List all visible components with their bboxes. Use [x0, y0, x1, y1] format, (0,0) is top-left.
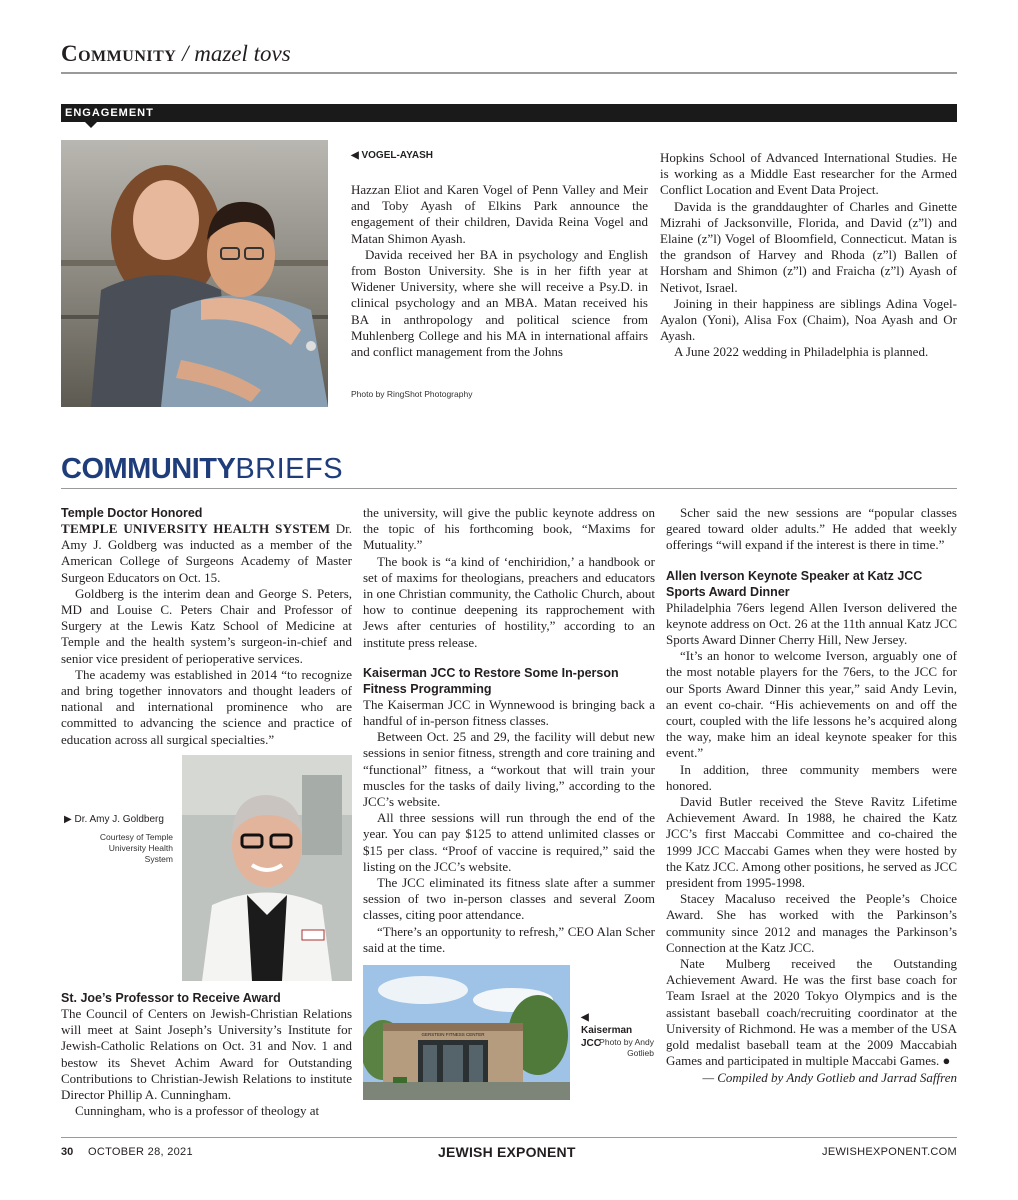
iverson-paragraph: In addition, three community members were honored. [666, 761, 957, 793]
header-separator: / [182, 41, 189, 66]
subsection-name: mazel tovs [194, 41, 291, 66]
kaiserman-sign: GERSTEIN FITNESS CENTER [421, 1032, 485, 1037]
goldberg-photo-credit: Courtesy of Temple University Health System [99, 832, 173, 864]
engagement-paragraph: A June 2022 wedding in Philadelphia is planned. [674, 344, 929, 360]
publication-url[interactable]: JEWISHEXPONENT.COM [822, 1146, 957, 1158]
section-header [61, 36, 291, 72]
stjoe-heading: St. Joe’s Professor to Receive Award [61, 991, 281, 1005]
iverson-paragraph: David Butler received the Steve Ravitz Lifetime Achievement Award. In 1988, he chaired the Katz JCC’s first Maccabi Committee and co-chaired the 1999 JCC Maccabi Games when they were hosted by the Katz JCC. Among other positions, he served as JCC president from 1995-1998. [666, 794, 957, 891]
temple-heading: Temple Doctor Honored [61, 506, 203, 520]
publication-name: JEWISH EXPONENT [438, 1144, 576, 1160]
engagement-photo [61, 140, 328, 407]
kaiserman-photo [363, 965, 570, 1100]
briefs-title-light: BRIEFS [235, 453, 344, 485]
iverson-paragraph: Stacey Macaluso received the People’s Choice Award. She has worked with the Parkinson’s community since 2012 and manages the Parkinson’s Connection at the Katz JCC. [666, 891, 957, 955]
section-name: Community [61, 41, 177, 66]
header-rule [61, 72, 957, 74]
stjoe-story [61, 990, 352, 1119]
kaiserman-photo-tag: ◀ Kaiserman JCC [581, 1012, 633, 1049]
engagement-paragraph: Hopkins School of Advanced International Studies. He is working as a Middle East researcher for the Armed Conflict Location and Event Data Project. [660, 150, 957, 198]
engagement-paragraph: Davida is the granddaughter of Charles and Ginette Mizrahi of Jacksonville, Florida, and David (z”l) and Elaine (z”l) Vogel of Bloomfield, Connecticut. Matan is the grandson of Harvey and Rhoda (z”l) Ballen of Horsham and Shimon (z”l) and Fraicha (z”l) Ayash of Netivot, Israel. [660, 198, 957, 295]
temple-lead-text: Dr. Amy J. Goldberg was inducted as a member of the American College of Surgeons Academy of Master Surgeon Educators on Oct. 15. [61, 521, 353, 585]
engagement-paragraph: Davida received her BA in psychology and English from Boston University. She is in her fifth year at Widener University, where she will receive a Psy.D. in clinical psychology and an MBA. Matan received his BA in anthropology and political science from Muhlenberg College and his MA in international affairs and conflict management from the Johns [351, 246, 648, 360]
iverson-signoff: — Compiled by Andy Gotlieb and Jarrad Saffren [702, 1069, 957, 1085]
engagement-bar [61, 104, 957, 122]
iverson-heading: Allen Iverson Keynote Speaker at Katz JCC Sports Award Dinner [666, 568, 923, 599]
briefs-rule [61, 488, 957, 489]
issue-date: OCTOBER 28, 2021 [88, 1146, 193, 1158]
stjoe-paragraph: The Council of Centers on Jewish-Christian Relations will meet at Saint Joseph’s University’s Institute for Jewish-Catholic Relations on Oct. 31 and Nov. 1 and bestow its Shevet Achim Award for Outstanding Contributions to Christian-Jewish Relations to institute Director Phillip A. Cunningham. [61, 1006, 352, 1103]
kaiserman-paragraph: “There’s an opportunity to refresh,” CEO Alan Scher said at the time. [363, 923, 655, 955]
kaiserman-paragraph: Between Oct. 25 and 29, the facility will debut new sessions in senior fitness, strength and core training and “functional” fitness, a “workout that will train your muscles for the tasks of daily living,” according to the JCC’s website. [363, 729, 655, 810]
temple-paragraph: The academy was established in 2014 “to recognize and bring together innovators and thought leaders of national and international prominence who are committed to advancing the science and practice of education across all surgical specialties.” [61, 666, 352, 747]
engagement-photo-tag: ◀ VOGEL-AYASH [351, 150, 433, 161]
engagement-column-1 [351, 182, 648, 360]
temple-story [61, 505, 352, 748]
engagement-paragraph: Joining in their happiness are siblings Adina Vogel-Ayalon (Yoni), Alisa Fox (Chaim), Noa Ayash and Or Ayash. [660, 295, 957, 344]
kaiserman-photo-credit: Photo by Andy Gotlieb [599, 1037, 654, 1058]
engagement-bar-notch [84, 121, 98, 128]
engagement-photo-credit: Photo by RingShot Photography [351, 389, 473, 399]
stjoe-paragraph: Cunningham, who is a professor of theology at [75, 1103, 320, 1119]
engagement-column-2 [660, 150, 957, 361]
column-3 [666, 505, 957, 1086]
engagement-paragraph: Hazzan Eliot and Karen Vogel of Penn Valley and Meir and Toby Ayash of Elkins Park announce the engagement of their children, Davida Reina Vogel and Matan Shimon Ayash. [351, 182, 648, 246]
goldberg-photo-tag: ▶ Dr. Amy J. Goldberg [64, 814, 164, 825]
kaiserman-heading: Kaiserman JCC to Restore Some In-person Fitness Programming [363, 665, 619, 696]
stjoe-paragraph: the university, will give the public keynote address on the topic of his forthcoming book, “Maxims for Mutuality.” [363, 505, 655, 553]
iverson-paragraph: “It’s an honor to welcome Iverson, arguably one of the most notable players for the 76ers, to the JCC for our Sports Award Dinner this year,” said Andy Levin, an event co-chair. “His achievements on and off the court, coupled with the life lessons he’s acquired along the way, make him an ideal keynote speaker for this event.” [666, 648, 957, 761]
iverson-paragraph: Nate Mulberg received the Outstanding Achievement Award. He was the first base coach for Team Israel at the 2020 Tokyo Olympics and is the assistant baseball coach/recruiting coordinator at the University of Richmond. He was a member of the USA gold medalist baseball team at the 2009 Maccabiah Games and participated in multiple Maccabi Games. ● [666, 956, 957, 1069]
kaiserman-paragraph: All three sessions will run through the end of the year. You can pay $125 to attend unlimited classes or $15 per class. “Proof of vaccine is required,” said the listing on the JCC’s website. [363, 810, 655, 874]
temple-dateline: TEMPLE UNIVERSITY HEALTH SYSTEM [61, 521, 331, 536]
stjoe-paragraph: The book is “a kind of ‘enchiridion,’ a handbook or set of maxims for theologians, preachers and educators in one Christian community, the Catholic Church, about how to continue deepening its rapprochement with Jews after centuries of hostility,” according to an institute press release. [363, 553, 655, 650]
temple-paragraph [61, 521, 352, 586]
footer-rule [61, 1137, 957, 1138]
kaiserman-paragraph: The JCC eliminated its fitness slate after a summer session of two in-person classes and several Zoom classes, citing poor attendance. [363, 875, 655, 923]
goldberg-photo [182, 755, 352, 981]
temple-paragraph: Goldberg is the interim dean and George S. Peters, MD and Louise C. Peters Chair and Professor of Surgery at the Lewis Katz School of Medicine at Temple and the health system’s surgeon-in-chief and senior vice president of perioperative services. [61, 585, 352, 666]
engagement-label: ENGAGEMENT [65, 107, 154, 119]
iverson-paragraph: Philadelphia 76ers legend Allen Iverson delivered the keynote address on Oct. 26 at the 11th annual Katz JCC Sports Award Dinner Cherry Hill, New Jersey. [666, 599, 957, 648]
kaiserman-paragraph: Scher said the new sessions are “popular classes geared toward older adults.” He added that weekly offerings “will expand if the interest is there in time.” [666, 505, 957, 553]
briefs-title-bold: COMMUNITY [61, 453, 236, 485]
kaiserman-paragraph: The Kaiserman JCC in Wynnewood is bringing back a handful of in-person fitness classes. [363, 696, 655, 729]
briefs-title [61, 452, 343, 486]
page-number: 30 [61, 1146, 74, 1158]
column-2 [363, 505, 655, 956]
